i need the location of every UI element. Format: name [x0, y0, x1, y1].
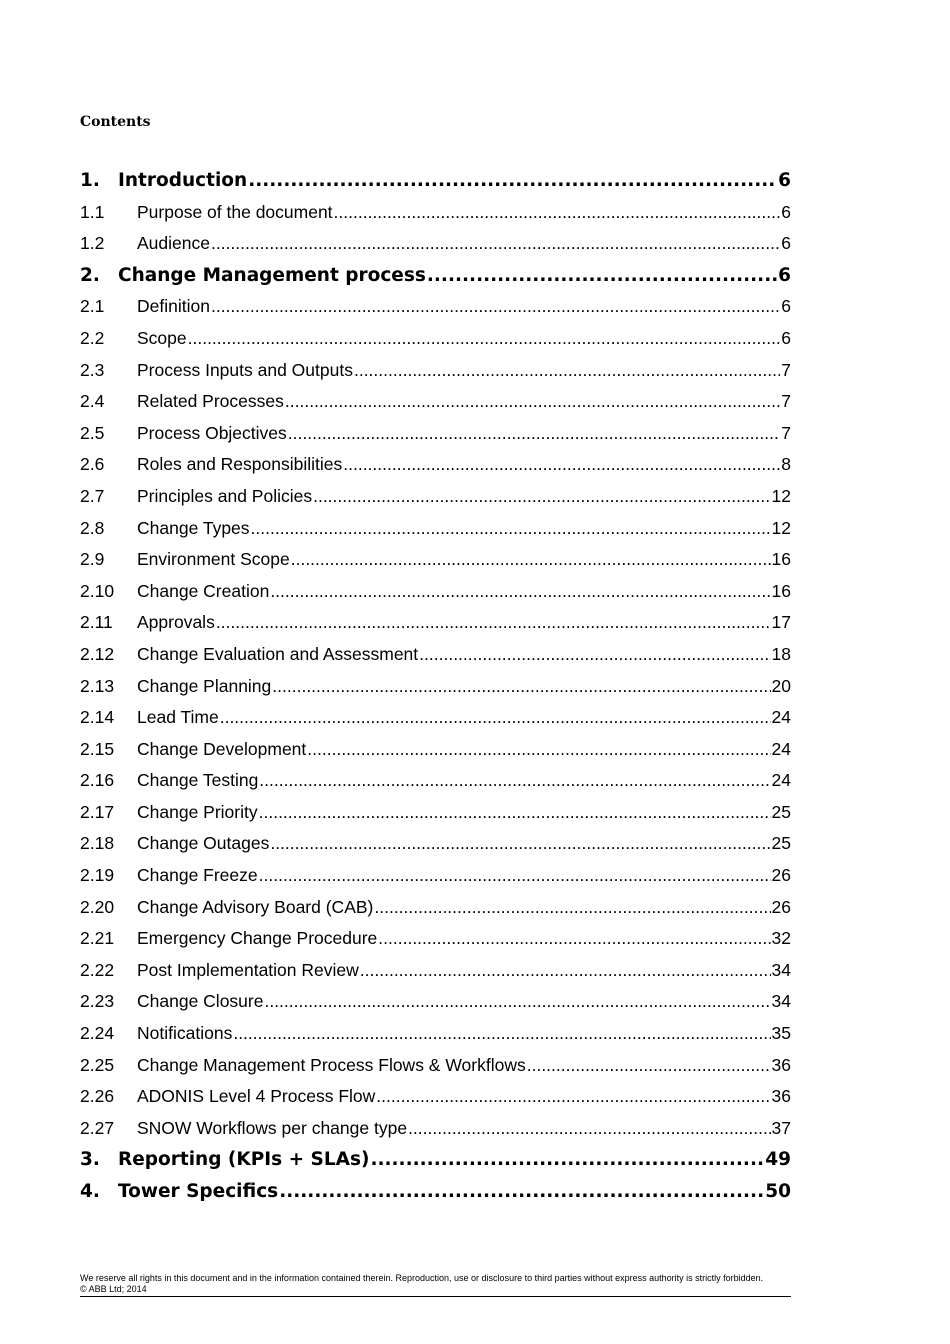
toc-entry-page: 6: [781, 233, 791, 254]
toc-dot-leader: [419, 639, 770, 671]
toc-entry-title: Change Advisory Board (CAB): [137, 896, 374, 917]
toc-entry-number: 2.1: [80, 296, 105, 317]
toc-entry-title: Change Management Process Flows & Workflows: [137, 1054, 526, 1075]
toc-entry-page: 6: [778, 264, 791, 286]
toc-entry-page: 49: [765, 1149, 791, 1171]
toc-entry-title: Post Implementation Review: [137, 959, 359, 980]
toc-dot-leader: [291, 544, 771, 576]
toc-entry[interactable]: [80, 1050, 791, 1082]
toc-entry[interactable]: [80, 639, 791, 671]
toc-entry-page: 7: [781, 422, 791, 443]
toc-entry[interactable]: [80, 386, 791, 418]
toc-dot-leader: [188, 323, 781, 355]
toc-entry-page: 36: [771, 1054, 791, 1075]
toc-entry-page: 16: [771, 549, 791, 570]
toc-entry-number: 2.9: [80, 549, 105, 570]
toc-entry-number: 2.25: [80, 1054, 115, 1075]
toc-dot-leader: [408, 1113, 770, 1145]
toc-entry-page: 34: [771, 959, 791, 980]
toc-entry[interactable]: [80, 797, 791, 829]
toc-entry-number: 2.: [80, 264, 100, 286]
toc-entry-number: 2.22: [80, 959, 115, 980]
toc-entry[interactable]: [80, 449, 791, 481]
toc-entry-page: 17: [771, 612, 791, 633]
toc-entry-page: 37: [771, 1117, 791, 1138]
toc-dot-leader: [270, 576, 770, 608]
toc-entry-number: 2.16: [80, 770, 115, 791]
toc-entry[interactable]: [80, 702, 791, 734]
toc-entry-number: 2.14: [80, 707, 115, 728]
toc-entry-title: Change Closure: [137, 991, 264, 1012]
toc-dot-leader: [259, 797, 771, 829]
toc-entry[interactable]: [80, 860, 791, 892]
toc-entry-title: Related Processes: [137, 391, 284, 412]
toc-entry-page: 25: [771, 801, 791, 822]
toc-entry-page: 7: [781, 359, 791, 380]
toc-entry-title: Change Types: [137, 517, 250, 538]
toc-entry-number: 1.: [80, 170, 100, 191]
toc-entry-title: Change Evaluation and Assessment: [137, 643, 419, 664]
toc-dot-leader: [313, 481, 770, 513]
toc-entry-title: SNOW Workflows per change type: [137, 1117, 408, 1138]
toc-entry-page: 8: [781, 454, 791, 475]
toc-entry-page: 26: [771, 896, 791, 917]
toc-dot-leader: [285, 386, 780, 418]
toc-entry-page: 12: [771, 517, 791, 538]
toc-entry-title: Definition: [137, 296, 210, 317]
toc-dot-leader: [279, 1176, 764, 1208]
toc-entry-page: 18: [771, 643, 791, 664]
toc-dot-leader: [354, 355, 780, 387]
toc-entry-number: 2.8: [80, 517, 105, 538]
toc-entry-title: Introduction: [118, 170, 248, 191]
toc-dot-leader: [264, 986, 770, 1018]
toc-entry-number: 2.2: [80, 327, 105, 348]
toc-entry-number: 2.11: [80, 612, 113, 633]
toc-entry[interactable]: [80, 544, 791, 576]
toc-entry-page: 6: [778, 170, 791, 191]
toc-entry[interactable]: [80, 955, 791, 987]
toc-entry-title: Principles and Policies: [137, 485, 313, 506]
toc-entry-title: Change Testing: [137, 770, 259, 791]
toc-entry-number: 2.3: [80, 359, 105, 380]
toc-dot-leader: [360, 955, 771, 987]
toc-entry-title: Approvals: [137, 612, 215, 633]
toc-entry-number: 2.7: [80, 485, 105, 506]
toc-entry-title: Change Management process: [118, 264, 426, 286]
toc-dot-leader: [270, 828, 770, 860]
toc-entry-title: ADONIS Level 4 Process Flow: [137, 1086, 376, 1107]
toc-dot-leader: [259, 765, 770, 797]
toc-entry-title: Reporting (KPIs + SLAs): [118, 1149, 370, 1171]
toc-entry[interactable]: [80, 260, 791, 292]
toc-entry[interactable]: [80, 197, 791, 229]
toc-dot-leader: [211, 228, 780, 260]
toc-entry[interactable]: [80, 1144, 791, 1176]
toc-entry[interactable]: [80, 481, 791, 513]
toc-entry[interactable]: [80, 291, 791, 323]
table-of-contents: [80, 165, 791, 1208]
footer-rights-notice: We reserve all rights in this document and in the information contained therein. Reproduction, use or disclosure to third parties without express authority is strictly forbidden.: [80, 1273, 764, 1283]
toc-entry-title: Change Priority: [137, 801, 258, 822]
toc-entry-title: Scope: [137, 327, 187, 348]
toc-dot-leader: [272, 671, 770, 703]
toc-entry[interactable]: [80, 607, 791, 639]
toc-entry[interactable]: [80, 513, 791, 545]
toc-entry-page: 32: [771, 928, 791, 949]
toc-dot-leader: [248, 165, 777, 197]
toc-dot-leader: [216, 607, 771, 639]
toc-dot-leader: [251, 513, 771, 545]
toc-entry-page: 26: [771, 865, 791, 886]
toc-dot-leader: [211, 291, 780, 323]
toc-entry-page: 24: [771, 707, 791, 728]
toc-entry-number: 2.6: [80, 454, 105, 475]
toc-entry-number: 2.17: [80, 801, 115, 822]
toc-entry-number: 2.27: [80, 1117, 115, 1138]
toc-entry-title: Audience: [137, 233, 210, 254]
toc-entry[interactable]: [80, 671, 791, 703]
toc-entry-page: 7: [781, 391, 791, 412]
toc-entry-page: 35: [771, 1023, 791, 1044]
footer: [80, 1273, 791, 1297]
toc-entry-title: Change Freeze: [137, 865, 258, 886]
toc-entry-title: Process Objectives: [137, 422, 287, 443]
toc-entry-number: 1.1: [80, 201, 105, 222]
toc-dot-leader: [376, 1081, 770, 1113]
toc-dot-leader: [374, 892, 770, 924]
toc-entry-number: 2.13: [80, 675, 115, 696]
footer-copyright: © ABB Ltd; 2014: [80, 1284, 147, 1294]
toc-entry[interactable]: [80, 1113, 791, 1145]
toc-entry-number: 2.26: [80, 1086, 115, 1107]
toc-entry-number: 2.19: [80, 865, 115, 886]
toc-entry[interactable]: [80, 986, 791, 1018]
toc-entry-page: 34: [771, 991, 791, 1012]
toc-entry[interactable]: [80, 734, 791, 766]
toc-dot-leader: [343, 449, 780, 481]
toc-entry-number: 2.24: [80, 1023, 115, 1044]
toc-entry-title: Roles and Responsibilities: [137, 454, 343, 475]
toc-entry-title: Process Inputs and Outputs: [137, 359, 353, 380]
toc-entry-number: 2.12: [80, 643, 115, 664]
toc-entry[interactable]: [80, 576, 791, 608]
toc-entry-page: 24: [771, 738, 791, 759]
toc-entry-page: 36: [771, 1086, 791, 1107]
toc-entry-page: 24: [771, 770, 791, 791]
toc-entry[interactable]: [80, 228, 791, 260]
toc-entry[interactable]: [80, 1018, 791, 1050]
toc-entry-page: 12: [771, 485, 791, 506]
toc-entry-number: 4.: [80, 1181, 100, 1202]
toc-entry[interactable]: [80, 418, 791, 450]
toc-entry-title: Purpose of the document: [137, 201, 333, 222]
toc-entry-title: Lead Time: [137, 707, 219, 728]
toc-entry-title: Tower Specifics: [118, 1181, 279, 1202]
toc-entry[interactable]: [80, 765, 791, 797]
toc-entry-title: Change Development: [137, 738, 307, 759]
toc-entry[interactable]: [80, 1176, 791, 1208]
toc-entry-number: 2.4: [80, 391, 105, 412]
toc-dot-leader: [307, 734, 770, 766]
toc-dot-leader: [233, 1018, 770, 1050]
toc-entry-title: Change Creation: [137, 580, 270, 601]
toc-entry[interactable]: [80, 1081, 791, 1113]
toc-heading: Contents: [80, 114, 151, 130]
toc-entry-number: 2.15: [80, 738, 115, 759]
toc-entry-page: 20: [771, 675, 791, 696]
toc-entry[interactable]: [80, 828, 791, 860]
toc-dot-leader: [288, 418, 780, 450]
toc-entry-number: 2.23: [80, 991, 115, 1012]
toc-entry-number: 1.2: [80, 233, 105, 254]
toc-entry-page: 25: [771, 833, 791, 854]
toc-dot-leader: [334, 197, 781, 229]
toc-entry-title: Notifications: [137, 1023, 233, 1044]
toc-dot-leader: [220, 702, 771, 734]
toc-entry-number: 2.20: [80, 896, 115, 917]
toc-entry-number: 2.5: [80, 422, 105, 443]
toc-entry-number: 2.21: [80, 928, 115, 949]
toc-entry-title: Change Planning: [137, 675, 272, 696]
toc-entry-number: 3.: [80, 1149, 100, 1171]
toc-entry-page: 16: [771, 580, 791, 601]
toc-entry-number: 2.18: [80, 833, 115, 854]
toc-entry-page: 6: [781, 296, 791, 317]
toc-dot-leader: [370, 1144, 764, 1176]
toc-dot-leader: [527, 1050, 771, 1082]
toc-entry-title: Environment Scope: [137, 549, 290, 570]
toc-entry[interactable]: [80, 165, 791, 197]
toc-entry-page: 6: [781, 201, 791, 222]
toc-dot-leader: [427, 260, 777, 292]
toc-entry-title: Emergency Change Procedure: [137, 928, 378, 949]
toc-entry[interactable]: [80, 923, 791, 955]
toc-entry[interactable]: [80, 892, 791, 924]
toc-entry-page: 6: [781, 327, 791, 348]
toc-dot-leader: [378, 923, 770, 955]
toc-dot-leader: [259, 860, 771, 892]
toc-entry-title: Change Outages: [137, 833, 270, 854]
toc-entry-page: 50: [765, 1181, 791, 1202]
toc-entry-number: 2.10: [80, 580, 115, 601]
toc-entry[interactable]: [80, 355, 791, 387]
toc-entry[interactable]: [80, 323, 791, 355]
